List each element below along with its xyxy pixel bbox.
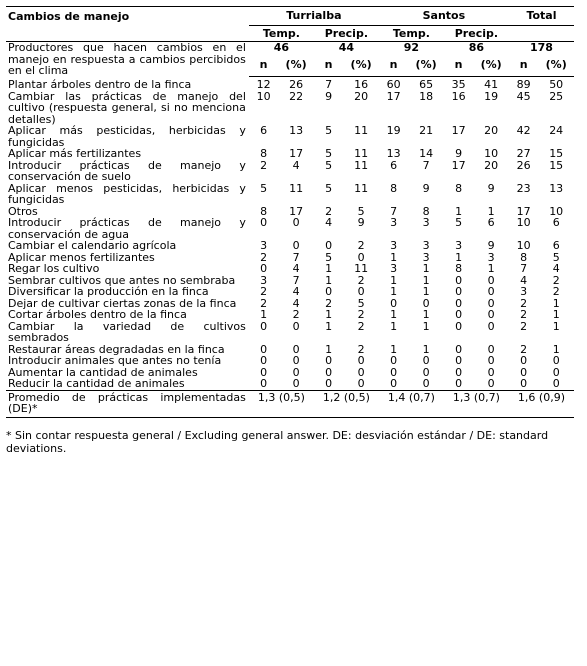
row-label: Sembrar cultivos que antes no sembraba bbox=[8, 273, 236, 287]
cell-n: 5 bbox=[325, 158, 333, 172]
cell-n: 23 bbox=[516, 181, 531, 195]
cell-n: 8 bbox=[260, 147, 268, 160]
cell-n: 2 bbox=[260, 285, 268, 298]
table-row bbox=[6, 217, 574, 240]
cell-pct: 4 bbox=[292, 158, 300, 172]
cell-n: 0 bbox=[520, 377, 528, 390]
cell-pct: 1 bbox=[422, 285, 430, 298]
row-label: Restaurar áreas degradadas en la finca bbox=[8, 342, 225, 356]
cell-pct: 65 bbox=[419, 78, 434, 91]
cell-pct: 1 bbox=[422, 273, 430, 287]
cell-n: 0 bbox=[260, 262, 268, 275]
cell-pct: 2 bbox=[357, 273, 365, 287]
cell-n: 2 bbox=[260, 250, 268, 264]
cell-n: 1 bbox=[325, 262, 333, 275]
cell-n: 3 bbox=[260, 239, 268, 252]
cell-n: 3 bbox=[390, 216, 398, 229]
cell-n: 1 bbox=[390, 250, 398, 264]
cell-pct: 18 bbox=[419, 89, 434, 103]
cell-pct: 0 bbox=[487, 377, 495, 390]
cell-pct: 2 bbox=[292, 308, 300, 321]
cell-n: 5 bbox=[325, 250, 333, 264]
row-label: Aplicar más fertilizantes bbox=[8, 147, 142, 160]
cell-pct: 0 bbox=[292, 377, 300, 390]
cell-pct: 0 bbox=[292, 342, 300, 356]
cell-n: 17 bbox=[451, 124, 466, 137]
cell-pct: 5 bbox=[552, 250, 560, 264]
table-row bbox=[6, 309, 574, 321]
cell-n: 1 bbox=[390, 319, 398, 333]
cell-pct: 6 bbox=[552, 239, 560, 252]
pct-label: (%) bbox=[278, 59, 314, 77]
cell-pct: 1 bbox=[552, 342, 560, 356]
cell-n: 0 bbox=[325, 285, 333, 298]
cell-pct: 24 bbox=[549, 124, 564, 137]
average-santos-precip: 1,3 (0,7) bbox=[444, 390, 509, 417]
pct-label: (%) bbox=[538, 59, 574, 77]
row-label: Cortar árboles dentro de la finca bbox=[8, 308, 187, 321]
producers-count-turrialba-temp: 46 bbox=[273, 41, 290, 54]
cell-n: 0 bbox=[455, 319, 463, 333]
cell-n: 10 bbox=[256, 89, 271, 103]
row-label: Otros bbox=[8, 204, 38, 218]
cell-n: 16 bbox=[451, 89, 466, 103]
cell-pct: 3 bbox=[422, 239, 430, 252]
row-label: Reducir la cantidad de animales bbox=[8, 377, 185, 390]
cell-pct: 1 bbox=[422, 319, 430, 333]
producers-count-total: 178 bbox=[529, 41, 553, 54]
cell-n: 1 bbox=[455, 250, 463, 264]
cell-pct: 8 bbox=[422, 204, 430, 218]
cell-pct: 1 bbox=[422, 342, 430, 356]
producers-row-label: Productores que hacen cambios en el manejo en respuesta a cambios percibidos en el clima bbox=[8, 41, 246, 77]
cell-pct: 1 bbox=[552, 308, 560, 321]
cell-pct: 2 bbox=[552, 273, 560, 287]
cell-pct: 20 bbox=[484, 124, 499, 137]
cell-n: 1 bbox=[325, 308, 333, 321]
producers-count-turrialba-precip: 44 bbox=[338, 41, 355, 54]
cell-n: 7 bbox=[390, 204, 398, 218]
cell-pct: 0 bbox=[422, 365, 430, 379]
row-label: Aumentar la cantidad de animales bbox=[8, 365, 198, 379]
cell-n: 0 bbox=[325, 377, 333, 390]
cell-n: 5 bbox=[455, 216, 463, 229]
row-label: Aplicar menos pesticidas, herbicidas y fungicidas bbox=[8, 181, 246, 206]
cell-n: 0 bbox=[390, 296, 398, 310]
table-footer bbox=[6, 390, 574, 417]
cell-n: 0 bbox=[260, 319, 268, 333]
cell-pct: 26 bbox=[289, 78, 304, 91]
cell-pct: 21 bbox=[419, 124, 434, 137]
table-row bbox=[6, 125, 574, 148]
cell-n: 2 bbox=[325, 204, 333, 218]
table-row bbox=[6, 321, 574, 344]
cell-n: 17 bbox=[451, 158, 466, 172]
cell-pct: 4 bbox=[292, 296, 300, 310]
cell-n: 35 bbox=[451, 78, 466, 91]
cell-pct: 7 bbox=[422, 158, 430, 172]
cell-pct: 0 bbox=[357, 354, 365, 367]
cell-n: 42 bbox=[516, 124, 531, 137]
average-turrialba-precip: 1,2 (0,5) bbox=[314, 390, 379, 417]
cell-pct: 0 bbox=[357, 365, 365, 379]
cell-pct: 1 bbox=[487, 262, 495, 275]
cell-n: 0 bbox=[520, 354, 528, 367]
cell-n: 19 bbox=[386, 124, 401, 137]
cell-n: 0 bbox=[325, 354, 333, 367]
cell-pct: 9 bbox=[357, 216, 365, 229]
cell-n: 2 bbox=[260, 158, 268, 172]
cell-pct: 0 bbox=[487, 273, 495, 287]
cell-pct: 9 bbox=[487, 239, 495, 252]
producers-row bbox=[6, 42, 574, 60]
row-label: Aplicar menos fertilizantes bbox=[8, 250, 155, 264]
cell-n: 0 bbox=[455, 377, 463, 390]
cell-pct: 0 bbox=[357, 377, 365, 390]
cell-pct: 20 bbox=[484, 158, 499, 172]
cell-n: 0 bbox=[260, 377, 268, 390]
cell-n: 0 bbox=[260, 354, 268, 367]
average-santos-temp: 1,4 (0,7) bbox=[379, 390, 444, 417]
cell-n: 27 bbox=[516, 147, 531, 160]
table-row bbox=[6, 286, 574, 298]
cell-n: 6 bbox=[260, 124, 268, 137]
cell-n: 0 bbox=[455, 285, 463, 298]
row-label: Introducir prácticas de manejo y conservación de agua bbox=[8, 216, 246, 241]
cell-pct: 0 bbox=[357, 285, 365, 298]
cell-pct: 3 bbox=[422, 216, 430, 229]
subheader-santos-temp: Temp. bbox=[379, 26, 444, 42]
n-label: n bbox=[379, 59, 408, 77]
table-row bbox=[6, 148, 574, 160]
cell-n: 8 bbox=[455, 262, 463, 275]
group-header-turrialba: Turrialba bbox=[249, 7, 379, 26]
row-label: Diversificar la producción en la finca bbox=[8, 285, 209, 298]
cell-n: 2 bbox=[520, 296, 528, 310]
cell-pct: 4 bbox=[292, 285, 300, 298]
header-spacer bbox=[6, 26, 249, 42]
cell-n: 2 bbox=[520, 319, 528, 333]
cell-pct: 10 bbox=[484, 147, 499, 160]
table-row bbox=[6, 355, 574, 367]
subheader-santos-precip: Precip. bbox=[444, 26, 509, 42]
cell-n: 0 bbox=[455, 308, 463, 321]
cell-n: 5 bbox=[325, 147, 333, 160]
cell-n: 1 bbox=[260, 308, 268, 321]
cell-n: 9 bbox=[455, 147, 463, 160]
cell-n: 89 bbox=[516, 78, 531, 91]
cell-n: 5 bbox=[325, 181, 333, 195]
cell-pct: 17 bbox=[289, 147, 304, 160]
cell-n: 2 bbox=[260, 296, 268, 310]
row-label: Regar los cultivo bbox=[8, 262, 100, 275]
cell-n: 0 bbox=[260, 216, 268, 229]
cell-pct: 0 bbox=[552, 354, 560, 367]
cell-n: 10 bbox=[516, 239, 531, 252]
average-row-label: Promedio de prácticas implementadas (DE)* bbox=[6, 390, 249, 417]
cell-pct: 0 bbox=[292, 354, 300, 367]
cell-pct: 11 bbox=[354, 262, 369, 275]
cell-n: 0 bbox=[520, 365, 528, 379]
cell-n: 3 bbox=[455, 239, 463, 252]
cell-pct: 0 bbox=[357, 250, 365, 264]
cell-pct: 11 bbox=[354, 124, 369, 137]
cell-pct: 0 bbox=[487, 319, 495, 333]
cell-pct: 11 bbox=[354, 181, 369, 195]
pct-label: (%) bbox=[408, 59, 444, 77]
n-label: n bbox=[509, 59, 538, 77]
cell-n: 0 bbox=[455, 273, 463, 287]
cell-n: 1 bbox=[390, 308, 398, 321]
group-header-total: Total bbox=[509, 7, 574, 26]
cell-n: 0 bbox=[455, 354, 463, 367]
column-header-management-changes: Cambios de manejo bbox=[6, 7, 249, 26]
cell-n: 17 bbox=[386, 89, 401, 103]
table-row bbox=[6, 240, 574, 252]
cell-n: 2 bbox=[520, 308, 528, 321]
row-label: Cambiar el calendario agrícola bbox=[8, 239, 177, 252]
cell-pct: 5 bbox=[357, 296, 365, 310]
table-header bbox=[6, 7, 574, 42]
cell-n: 45 bbox=[516, 89, 531, 103]
cell-pct: 5 bbox=[357, 204, 365, 218]
cell-pct: 0 bbox=[487, 296, 495, 310]
cell-pct: 25 bbox=[549, 89, 564, 103]
subheader-turrialba-temp: Temp. bbox=[249, 26, 314, 42]
cell-pct: 11 bbox=[289, 181, 304, 195]
cell-pct: 0 bbox=[487, 365, 495, 379]
cell-n: 1 bbox=[390, 342, 398, 356]
cell-pct: 0 bbox=[552, 377, 560, 390]
table-container bbox=[6, 6, 574, 455]
cell-pct: 19 bbox=[484, 89, 499, 103]
average-row bbox=[6, 390, 574, 417]
cell-n: 0 bbox=[390, 365, 398, 379]
table-body bbox=[6, 42, 574, 391]
table-row bbox=[6, 91, 574, 126]
row-label: Dejar de cultivar ciertas zonas de la finca bbox=[8, 296, 237, 310]
cell-n: 0 bbox=[325, 239, 333, 252]
cell-n: 13 bbox=[386, 147, 401, 160]
cell-n: 17 bbox=[516, 204, 531, 218]
pct-label: (%) bbox=[473, 59, 509, 77]
cell-n: 1 bbox=[390, 285, 398, 298]
cell-n: 0 bbox=[390, 377, 398, 390]
table-row bbox=[6, 263, 574, 275]
cell-pct: 2 bbox=[357, 342, 365, 356]
cell-pct: 3 bbox=[422, 250, 430, 264]
cell-pct: 0 bbox=[422, 377, 430, 390]
cell-n: 0 bbox=[390, 354, 398, 367]
table-footnote: * Sin contar respuesta general / Excluding general answer. DE: desviación estándar / DE: standard deviations. bbox=[6, 428, 549, 455]
cell-pct: 6 bbox=[487, 216, 495, 229]
cell-n: 1 bbox=[325, 319, 333, 333]
producers-count-santos-temp: 92 bbox=[403, 41, 420, 54]
cell-pct: 0 bbox=[487, 342, 495, 356]
cell-n: 7 bbox=[325, 78, 333, 91]
cell-pct: 20 bbox=[354, 89, 369, 103]
cell-pct: 0 bbox=[292, 216, 300, 229]
cell-n: 3 bbox=[520, 285, 528, 298]
cell-n: 8 bbox=[260, 204, 268, 218]
cell-pct: 15 bbox=[549, 147, 564, 160]
cell-pct: 0 bbox=[292, 319, 300, 333]
cell-n: 0 bbox=[455, 365, 463, 379]
cell-n: 0 bbox=[260, 342, 268, 356]
cell-n: 8 bbox=[455, 181, 463, 195]
subheader-turrialba-precip: Precip. bbox=[314, 26, 379, 42]
cell-pct: 9 bbox=[487, 181, 495, 195]
cell-pct: 11 bbox=[354, 158, 369, 172]
cell-pct: 7 bbox=[292, 273, 300, 287]
cell-n: 1 bbox=[390, 273, 398, 287]
cell-n: 4 bbox=[520, 273, 528, 287]
cell-pct: 3 bbox=[487, 250, 495, 264]
cell-pct: 41 bbox=[484, 78, 499, 91]
cell-n: 0 bbox=[455, 342, 463, 356]
cell-pct: 0 bbox=[487, 285, 495, 298]
cell-pct: 1 bbox=[422, 262, 430, 275]
row-label: Cambiar la variedad de cultivos sembrados bbox=[8, 319, 246, 344]
management-changes-table bbox=[6, 6, 574, 418]
cell-pct: 22 bbox=[289, 89, 304, 103]
table-row bbox=[6, 160, 574, 183]
cell-n: 8 bbox=[520, 250, 528, 264]
cell-n: 5 bbox=[260, 181, 268, 195]
cell-pct: 6 bbox=[552, 216, 560, 229]
cell-pct: 16 bbox=[354, 78, 369, 91]
row-label: Aplicar más pesticidas, herbicidas y fungicidas bbox=[8, 124, 246, 149]
cell-n: 3 bbox=[390, 262, 398, 275]
row-label: Introducir prácticas de manejo y conservación de suelo bbox=[8, 158, 246, 183]
cell-n: 1 bbox=[325, 342, 333, 356]
cell-n: 0 bbox=[260, 365, 268, 379]
cell-pct: 2 bbox=[357, 319, 365, 333]
cell-n: 10 bbox=[516, 216, 531, 229]
n-label: n bbox=[444, 59, 473, 77]
average-total: 1,6 (0,9) bbox=[509, 390, 574, 417]
cell-n: 9 bbox=[325, 89, 333, 103]
table-row bbox=[6, 77, 574, 91]
cell-pct: 17 bbox=[289, 204, 304, 218]
cell-n: 6 bbox=[390, 158, 398, 172]
cell-pct: 1 bbox=[487, 204, 495, 218]
cell-n: 60 bbox=[386, 78, 401, 91]
cell-pct: 0 bbox=[487, 354, 495, 367]
n-label: n bbox=[314, 59, 343, 77]
row-label: Introducir animales que antes no tenía bbox=[8, 354, 222, 367]
cell-pct: 13 bbox=[289, 124, 304, 137]
cell-n: 8 bbox=[390, 181, 398, 195]
cell-pct: 4 bbox=[552, 262, 560, 275]
cell-pct: 50 bbox=[549, 78, 564, 91]
cell-pct: 0 bbox=[292, 365, 300, 379]
cell-pct: 2 bbox=[357, 239, 365, 252]
cell-n: 4 bbox=[325, 216, 333, 229]
cell-n: 0 bbox=[455, 296, 463, 310]
cell-n: 0 bbox=[325, 365, 333, 379]
cell-n: 2 bbox=[325, 296, 333, 310]
pct-label: (%) bbox=[343, 59, 379, 77]
cell-pct: 0 bbox=[422, 296, 430, 310]
group-header-santos: Santos bbox=[379, 7, 509, 26]
cell-pct: 11 bbox=[354, 147, 369, 160]
cell-pct: 0 bbox=[292, 239, 300, 252]
cell-pct: 0 bbox=[552, 365, 560, 379]
cell-n: 1 bbox=[455, 204, 463, 218]
cell-n: 26 bbox=[516, 158, 531, 172]
cell-n: 1 bbox=[325, 273, 333, 287]
table-row bbox=[6, 378, 574, 390]
cell-pct: 13 bbox=[549, 181, 564, 195]
cell-pct: 1 bbox=[552, 296, 560, 310]
cell-pct: 0 bbox=[422, 354, 430, 367]
cell-n: 7 bbox=[520, 262, 528, 275]
cell-pct: 10 bbox=[549, 204, 564, 218]
cell-pct: 0 bbox=[487, 308, 495, 321]
n-label: n bbox=[249, 59, 278, 77]
cell-n: 5 bbox=[325, 124, 333, 137]
cell-n: 2 bbox=[520, 342, 528, 356]
cell-pct: 2 bbox=[552, 285, 560, 298]
cell-pct: 15 bbox=[549, 158, 564, 172]
cell-n: 3 bbox=[390, 239, 398, 252]
cell-pct: 4 bbox=[292, 262, 300, 275]
average-turrialba-temp: 1,3 (0,5) bbox=[249, 390, 314, 417]
cell-pct: 2 bbox=[357, 308, 365, 321]
subheader-total-spacer bbox=[509, 26, 574, 42]
row-label: Plantar árboles dentro de la finca bbox=[8, 77, 192, 91]
cell-n: 3 bbox=[260, 273, 268, 287]
producers-count-santos-precip: 86 bbox=[468, 41, 485, 54]
table-row bbox=[6, 183, 574, 206]
cell-pct: 1 bbox=[552, 319, 560, 333]
cell-pct: 9 bbox=[422, 181, 430, 195]
cell-pct: 7 bbox=[292, 250, 300, 264]
cell-pct: 14 bbox=[419, 147, 434, 160]
row-label: Cambiar las prácticas de manejo del cultivo (respuesta general, si no menciona detalles) bbox=[8, 89, 246, 126]
cell-pct: 1 bbox=[422, 308, 430, 321]
cell-n: 12 bbox=[256, 78, 271, 91]
